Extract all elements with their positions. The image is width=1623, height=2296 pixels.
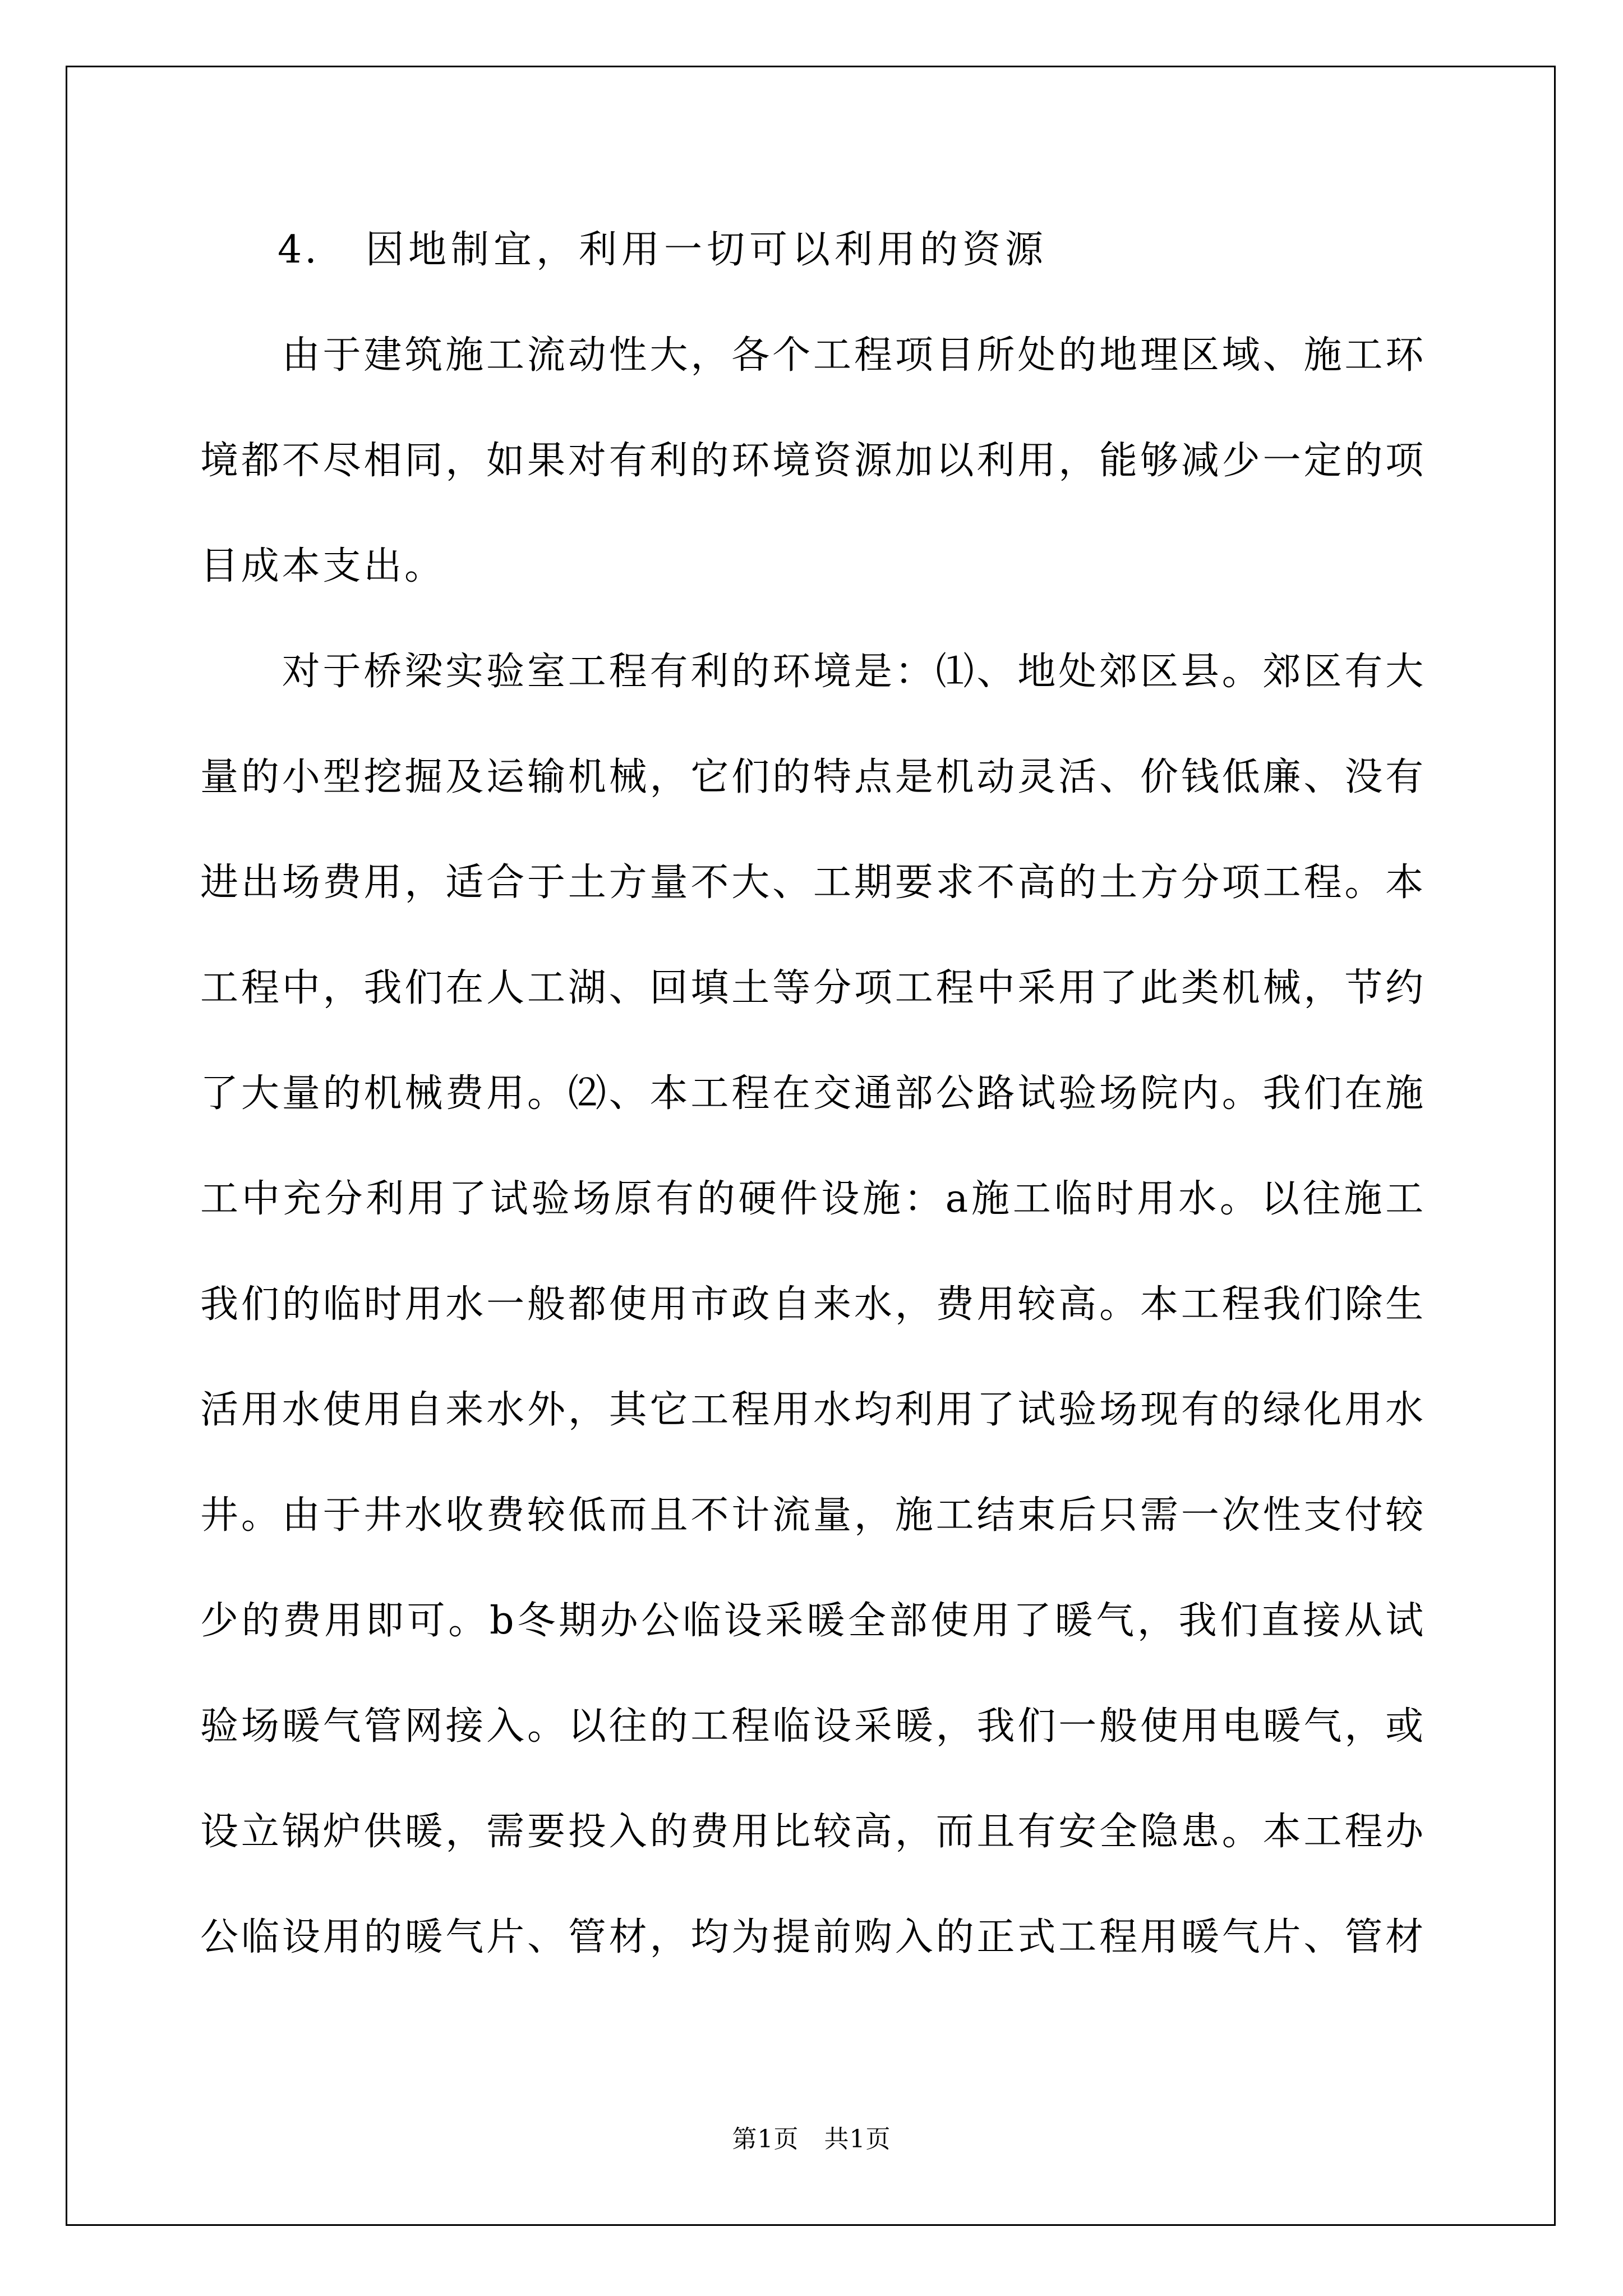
section-title: 因地制宜，利用一切可以利用的资源 <box>366 228 1048 272</box>
body-line: 验场暖气管网接入。以往的工程临设采暖，我们一般使用电暖气，或 <box>200 1704 1426 1749</box>
body-line: 境都不尽相同，如果对有利的环境资源加以利用，能够减少一定的项 <box>200 439 1426 483</box>
body-line: 进出场费用，适合于土方量不大、工期要求不高的土方分项工程。本 <box>200 861 1426 905</box>
section-number: 4. <box>278 228 320 272</box>
section-heading <box>200 197 1426 303</box>
page-footer: 第1页 共1页 <box>732 2125 891 2154</box>
body-line: 工中充分利用了试验场原有的硬件设施：a施工临时用水。以往施工 <box>200 1177 1426 1221</box>
body-line: 工程中，我们在人工湖、回填土等分项工程中采用了此类机械，节约 <box>200 966 1426 1010</box>
body-line: 目成本支出。 <box>200 544 445 588</box>
body-line: 我们的临时用水一般都使用市政自来水，费用较高。本工程我们除生 <box>200 1282 1426 1327</box>
body-line: 量的小型挖掘及运输机械，它们的特点是机动灵活、价钱低廉、没有 <box>200 755 1426 799</box>
body-line: 由于建筑施工流动性大，各个工程项目所处的地理区域、施工环 <box>282 333 1426 378</box>
body-line: 公临设用的暖气片、管材，均为提前购入的正式工程用暖气片、管材 <box>200 1915 1426 1959</box>
body-line: 对于桥梁实验室工程有利的环境是：⑴、地处郊区县。郊区有大 <box>282 650 1426 694</box>
document-body <box>200 197 1426 1990</box>
body-line: 井。由于井水收费较低而且不计流量，施工结束后只需一次性支付较 <box>200 1493 1426 1538</box>
body-line: 设立锅炉供暖，需要投入的费用比较高，而且有安全隐患。本工程办 <box>200 1810 1426 1854</box>
body-line: 少的费用即可。b冬期办公临设采暖全部使用了暖气，我们直接从试 <box>200 1599 1426 1643</box>
body-line: 了大量的机械费用。⑵、本工程在交通部公路试验场院内。我们在施 <box>200 1071 1426 1116</box>
body-line: 活用水使用自来水外，其它工程用水均利用了试验场现有的绿化用水 <box>200 1388 1426 1432</box>
